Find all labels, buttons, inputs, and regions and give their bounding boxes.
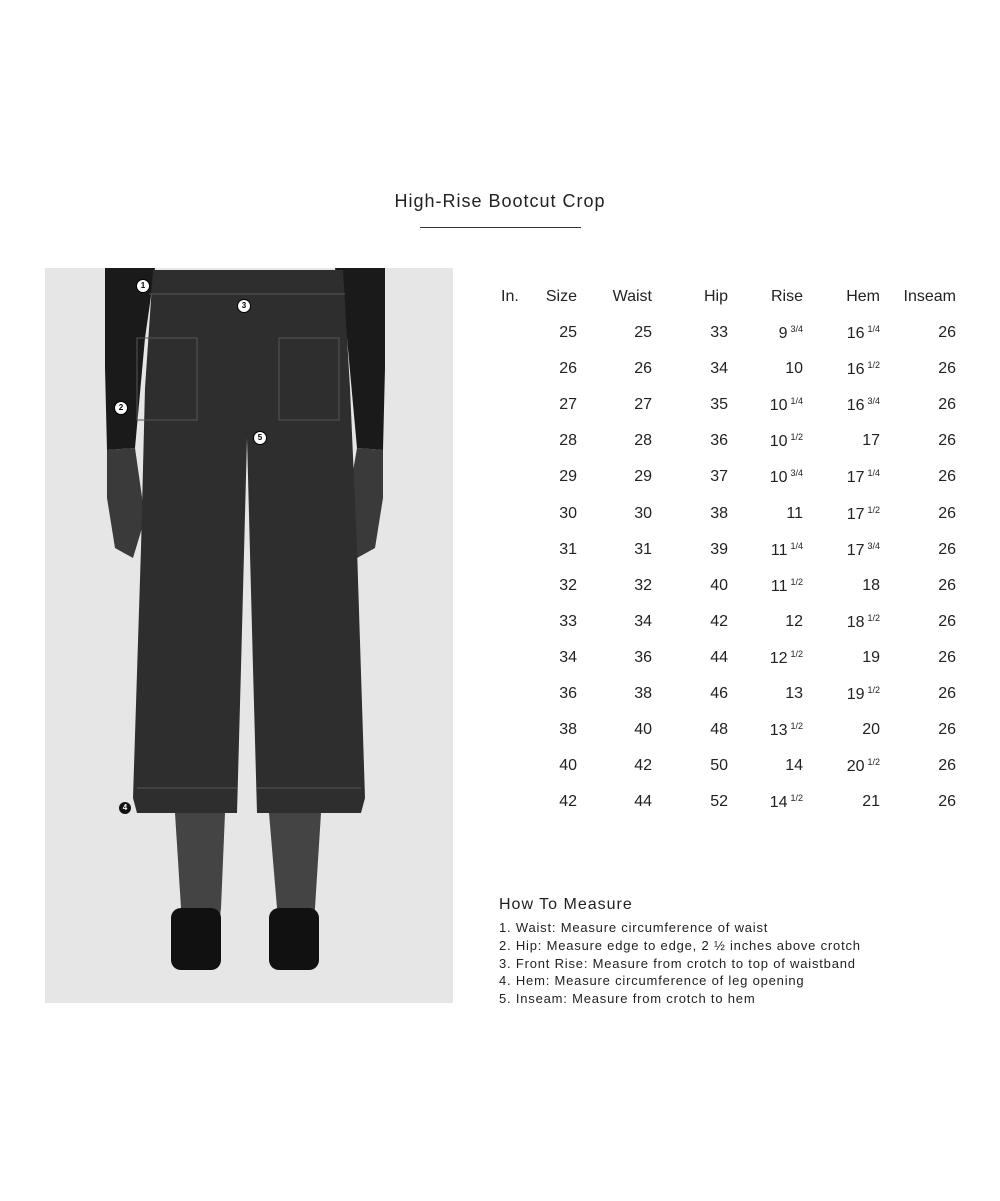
cell-hem [847, 396, 880, 415]
table-row [490, 685, 970, 709]
table-header-row [490, 288, 970, 312]
header-size: Size [545, 288, 577, 305]
cell-waist: 29 [634, 468, 652, 486]
cell-rise-whole: 11 [786, 504, 803, 522]
cell-hem [862, 649, 880, 667]
cell-hem-whole: 19 [862, 648, 880, 666]
cell-hem [862, 577, 880, 595]
cell-waist: 27 [634, 396, 652, 414]
cell-rise-whole: 12 [785, 612, 803, 630]
cell-inseam: 26 [938, 468, 956, 486]
cell-hem-whole: 16 [846, 361, 865, 379]
model-photo [45, 268, 453, 1003]
cell-hip: 50 [710, 757, 728, 775]
cell-hem [847, 360, 880, 379]
cell-hem [862, 793, 880, 811]
cell-hem-whole: 21 [862, 793, 880, 811]
cell-rise-fraction: 3/4 [790, 468, 803, 479]
cell-hem-fraction: 3/4 [867, 540, 880, 551]
cell-rise-whole: 10 [769, 397, 788, 415]
cell-rise-whole: 14 [785, 757, 803, 775]
cell-size: 33 [559, 612, 577, 630]
cell-size: 27 [559, 396, 577, 414]
cell-rise [785, 685, 803, 703]
header-waist: Waist [612, 288, 652, 305]
instruction-hip: 2. Hip: Measure edge to edge, 2 ½ inches above crotch [499, 937, 861, 953]
marker-front-rise: 3 [237, 299, 251, 313]
cell-hem-fraction: 1/2 [867, 612, 880, 623]
cell-rise-fraction: 1/2 [790, 793, 803, 804]
cell-hem-fraction: 1/4 [867, 468, 880, 479]
cell-hem-whole: 19 [846, 686, 865, 703]
cell-hip: 33 [710, 324, 728, 341]
cell-rise-whole: 10 [769, 469, 788, 487]
cell-hip: 52 [710, 793, 728, 811]
table-row [490, 757, 970, 781]
cell-rise-whole: 13 [785, 685, 803, 702]
cell-inseam: 26 [938, 576, 956, 594]
cell-inseam: 26 [938, 504, 956, 522]
cell-hem-fraction: 1/2 [867, 360, 880, 371]
cell-hem-whole: 20 [862, 721, 880, 739]
table-row [490, 468, 970, 492]
cell-inseam: 26 [938, 757, 956, 775]
table-row [490, 360, 970, 384]
cell-hip: 35 [710, 396, 728, 414]
cell-hem-fraction: 1/2 [867, 504, 880, 515]
cell-rise [786, 505, 803, 523]
cell-rise-whole: 12 [769, 649, 788, 667]
cell-hem-whole: 17 [846, 469, 865, 487]
cell-waist: 36 [634, 648, 652, 666]
cell-inseam: 26 [938, 793, 956, 811]
instruction-waist: 1. Waist: Measure circumference of waist [499, 920, 769, 935]
cell-size: 31 [559, 540, 577, 558]
cell-rise-fraction: 1/2 [790, 721, 803, 732]
cell-inseam: 26 [938, 540, 956, 558]
table-row [490, 613, 970, 637]
cell-size: 42 [559, 793, 577, 811]
table-row [490, 793, 970, 817]
cell-hem-fraction: 1/2 [867, 757, 880, 768]
cell-hem-whole: 16 [846, 397, 865, 415]
cell-waist: 38 [634, 685, 652, 702]
table-row [490, 396, 970, 420]
header-inseam: Inseam [903, 288, 956, 305]
marker-hem: 4 [119, 802, 131, 814]
cell-rise [770, 793, 803, 812]
cell-rise [771, 577, 803, 596]
cell-hem-whole: 17 [846, 505, 865, 523]
cell-waist: 42 [634, 757, 652, 775]
cell-rise [779, 324, 803, 343]
cell-waist: 44 [634, 793, 652, 811]
how-to-measure [499, 896, 861, 1008]
cell-hem-whole: 17 [846, 541, 865, 559]
cell-rise-fraction: 1/2 [790, 432, 803, 443]
jeans-illustration [45, 268, 453, 1003]
table-row [490, 505, 970, 529]
cell-hem [862, 432, 880, 450]
table-row [490, 649, 970, 673]
how-to-measure-heading: How To Measure [499, 896, 633, 913]
title-divider [420, 227, 581, 228]
cell-inseam: 26 [938, 324, 956, 341]
cell-inseam: 26 [938, 612, 956, 630]
cell-waist: 40 [634, 721, 652, 739]
cell-waist: 25 [634, 324, 652, 341]
cell-inseam: 26 [938, 685, 956, 702]
table-row [490, 324, 970, 348]
cell-rise [770, 396, 803, 415]
table-row [490, 721, 970, 745]
marker-waist: 1 [136, 279, 150, 293]
cell-hem-whole: 18 [862, 576, 880, 594]
instruction-front-rise: 3. Front Rise: Measure from crotch to top of waistband [499, 955, 856, 971]
cell-hem [847, 613, 880, 632]
cell-hem [847, 685, 880, 704]
cell-waist: 31 [634, 540, 652, 558]
table-row [490, 577, 970, 601]
cell-inseam: 26 [938, 360, 956, 378]
cell-inseam: 26 [938, 648, 956, 666]
table-row [490, 432, 970, 456]
cell-hip: 37 [710, 468, 728, 486]
cell-rise-fraction: 1/4 [790, 396, 803, 407]
cell-rise-whole: 10 [785, 360, 803, 378]
cell-hem-whole: 16 [846, 325, 865, 342]
cell-size: 29 [559, 468, 577, 486]
cell-waist: 32 [634, 576, 652, 594]
cell-size: 25 [559, 324, 577, 341]
cell-size: 32 [559, 576, 577, 594]
cell-hem [847, 541, 880, 560]
cell-waist: 30 [634, 504, 652, 522]
cell-hem [847, 324, 880, 343]
cell-hem-whole: 20 [846, 758, 865, 776]
cell-size: 38 [559, 721, 577, 739]
cell-hip: 34 [710, 360, 728, 378]
cell-rise-fraction: 1/2 [790, 648, 803, 659]
header-hem: Hem [846, 288, 880, 305]
cell-inseam: 26 [938, 432, 956, 450]
cell-hip: 40 [710, 576, 728, 594]
cell-hem-whole: 18 [846, 613, 865, 631]
cell-size: 36 [559, 685, 577, 702]
cell-rise [785, 613, 803, 631]
marker-inseam: 5 [253, 431, 267, 445]
cell-rise [770, 649, 803, 668]
cell-hip: 48 [710, 721, 728, 739]
cell-waist: 26 [634, 360, 652, 378]
cell-hem-fraction: 1/2 [867, 685, 880, 695]
instruction-inseam: 5. Inseam: Measure from crotch to hem [499, 991, 756, 1007]
cell-rise [771, 541, 803, 560]
cell-hem [847, 505, 880, 524]
cell-rise-whole: 10 [769, 433, 788, 451]
cell-hip: 38 [710, 504, 728, 522]
table-row [490, 541, 970, 565]
header-unit: In. [501, 288, 519, 305]
page-title: High-Rise Bootcut Crop [394, 191, 606, 211]
cell-waist: 34 [634, 612, 652, 630]
cell-hem [847, 468, 880, 487]
cell-hem [862, 721, 880, 739]
cell-rise [785, 757, 803, 775]
cell-rise-fraction: 3/4 [790, 324, 803, 334]
cell-size: 28 [559, 432, 577, 450]
marker-hip: 2 [114, 401, 128, 415]
cell-hip: 39 [710, 540, 728, 558]
cell-size: 30 [559, 504, 577, 522]
cell-waist: 28 [634, 432, 652, 450]
cell-hem-fraction: 3/4 [867, 396, 880, 407]
cell-rise-fraction: 1/2 [790, 576, 803, 587]
cell-hem-whole: 17 [862, 432, 880, 450]
cell-rise-whole: 11 [770, 541, 788, 559]
cell-size: 40 [559, 757, 577, 775]
cell-rise [770, 432, 803, 451]
cell-hip: 44 [710, 648, 728, 666]
cell-rise-whole: 14 [769, 794, 788, 812]
cell-hip: 46 [710, 685, 728, 702]
cell-size: 26 [559, 360, 577, 378]
cell-rise-fraction: 1/4 [790, 540, 803, 551]
cell-rise [785, 360, 803, 378]
cell-rise [770, 721, 803, 740]
cell-rise-whole: 13 [769, 722, 788, 740]
cell-hip: 36 [710, 432, 728, 450]
instruction-hem: 4. Hem: Measure circumference of leg opening [499, 973, 805, 989]
cell-hip: 42 [710, 612, 728, 630]
header-rise: Rise [770, 288, 803, 305]
header-hip: Hip [703, 288, 728, 305]
cell-hem-fraction: 1/4 [867, 324, 880, 334]
cell-size: 34 [559, 648, 577, 666]
cell-rise-whole: 9 [778, 325, 788, 342]
cell-rise [770, 468, 803, 487]
cell-rise-whole: 11 [770, 577, 788, 595]
cell-inseam: 26 [938, 721, 956, 739]
cell-inseam: 26 [938, 396, 956, 414]
cell-hem [847, 757, 880, 776]
